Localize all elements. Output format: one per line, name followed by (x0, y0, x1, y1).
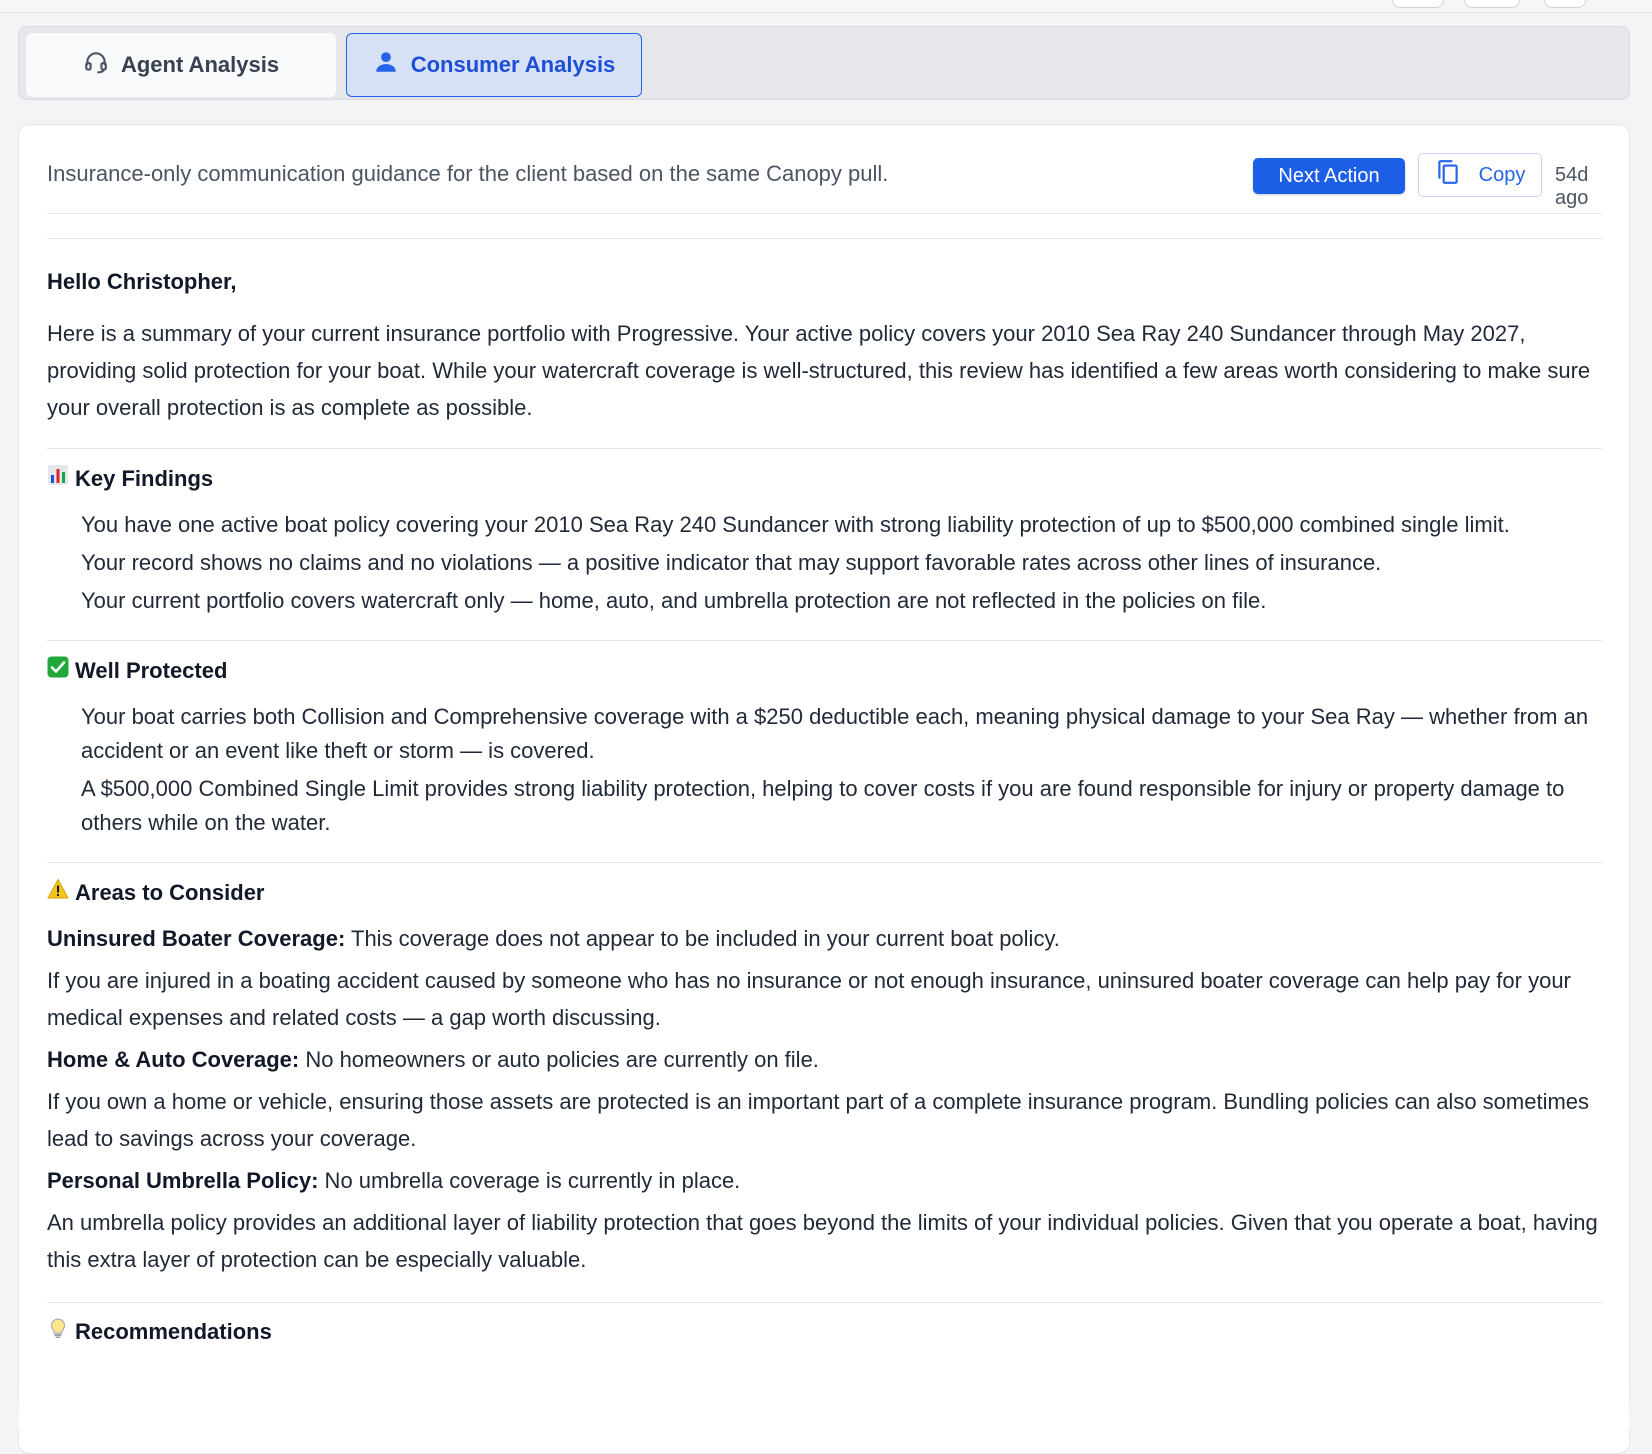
key-findings-list (47, 508, 1602, 618)
area-label: Uninsured Boater Coverage: (47, 926, 346, 951)
headset-icon (83, 49, 109, 81)
divider (47, 640, 1602, 641)
divider (47, 238, 1602, 239)
list-item: You have one active boat policy covering your 2010 Sea Ray 240 Sundancer with strong liability protection of up to $500,000 combined single limit. (81, 512, 1510, 537)
area-summary (47, 920, 1602, 957)
panel-subtitle: Insurance-only communication guidance for the client based on the same Canopy pull. (47, 161, 889, 186)
tab-agent-analysis[interactable] (26, 33, 336, 97)
recommendations-title: Recommendations (75, 1319, 272, 1344)
tab-consumer-label: Consumer Analysis (410, 52, 616, 77)
copy-button[interactable] (1418, 153, 1542, 197)
timestamp: 54d ago (1555, 164, 1589, 209)
copy-label: Copy (1478, 163, 1526, 186)
key-findings-title: Key Findings (75, 466, 214, 491)
lightbulb-icon (47, 1317, 69, 1347)
person-icon (373, 49, 399, 81)
window-top-strip (0, 0, 1652, 13)
panel-header (47, 125, 1602, 214)
list-item: A $500,000 Combined Single Limit provides strong liability protection, helping to cover costs if you are found responsible for injury or property damage to others while on the water. (81, 776, 1565, 835)
divider (47, 862, 1602, 863)
area-summary-text: No homeowners or auto policies are currently on file. (299, 1047, 819, 1072)
next-action-button[interactable]: Next Action (1253, 158, 1405, 194)
area-label: Home & Auto Coverage: (47, 1047, 300, 1072)
well-protected-list (47, 700, 1602, 840)
area-summary-text: No umbrella coverage is currently in place. (318, 1168, 741, 1193)
tab-consumer-analysis[interactable] (346, 33, 642, 97)
check-mark-icon (47, 656, 69, 686)
panel-content (47, 125, 1602, 1347)
area-label: Personal Umbrella Policy: (47, 1168, 319, 1193)
top-control-3[interactable] (1544, 0, 1586, 8)
recommendations-heading (47, 1317, 1602, 1347)
copy-icon (1435, 158, 1461, 192)
divider (47, 448, 1602, 449)
area-detail: If you own a home or vehicle, ensuring those assets are protected is an important part of a complete insurance program. Bundling policies can also sometimes lead to savings across your coverage. (47, 1089, 1590, 1151)
divider (47, 1302, 1602, 1303)
list-item: Your current portfolio covers watercraft only — home, auto, and umbrella protection are not reflected in the policies on file. (81, 588, 1267, 613)
top-control-2[interactable] (1464, 0, 1520, 8)
warning-icon (47, 878, 69, 908)
top-control-1[interactable] (1392, 0, 1444, 8)
analysis-tab-bar (18, 26, 1630, 100)
list-item: Your boat carries both Collision and Comprehensive coverage with a $250 deductible each, meaning physical damage to your Sea Ray — whether from an accident or an event like theft or storm — is covered. (81, 704, 1589, 763)
greeting: Hello Christopher, (47, 269, 237, 294)
well-protected-title: Well Protected (75, 658, 228, 683)
intro-paragraph: Here is a summary of your current insurance portfolio with Progressive. Your active policy covers your 2010 Sea Ray 240 Sundancer through May 2027, providing solid protection for your boat. While your watercraft coverage is well-structured, this review has identified a few areas worth considering to make sure your overall protection is as complete as possible. (47, 321, 1591, 420)
areas-to-consider-title: Areas to Consider (75, 880, 265, 905)
area-summary-text: This coverage does not appear to be included in your current boat policy. (345, 926, 1060, 951)
key-findings-heading (47, 464, 1602, 494)
bar-chart-icon (47, 464, 69, 494)
area-summary (47, 1162, 1602, 1199)
area-detail: If you are injured in a boating accident caused by someone who has no insurance or not enough insurance, uninsured boater coverage can help pay for your medical expenses and related costs — a gap worth discussing. (47, 968, 1571, 1030)
area-summary (47, 1041, 1602, 1078)
scroll-fade (18, 1385, 1630, 1430)
well-protected-heading (47, 656, 1602, 686)
consumer-analysis-panel (18, 124, 1630, 1454)
tab-agent-label: Agent Analysis (120, 52, 280, 77)
area-detail: An umbrella policy provides an additional layer of liability protection that goes beyond the limits of your individual policies. Given that you operate a boat, having this extra layer of protection can be especially valuable. (47, 1210, 1598, 1272)
list-item: Your record shows no claims and no violations — a positive indicator that may support favorable rates across other lines of insurance. (81, 550, 1382, 575)
areas-to-consider-heading (47, 878, 1602, 908)
